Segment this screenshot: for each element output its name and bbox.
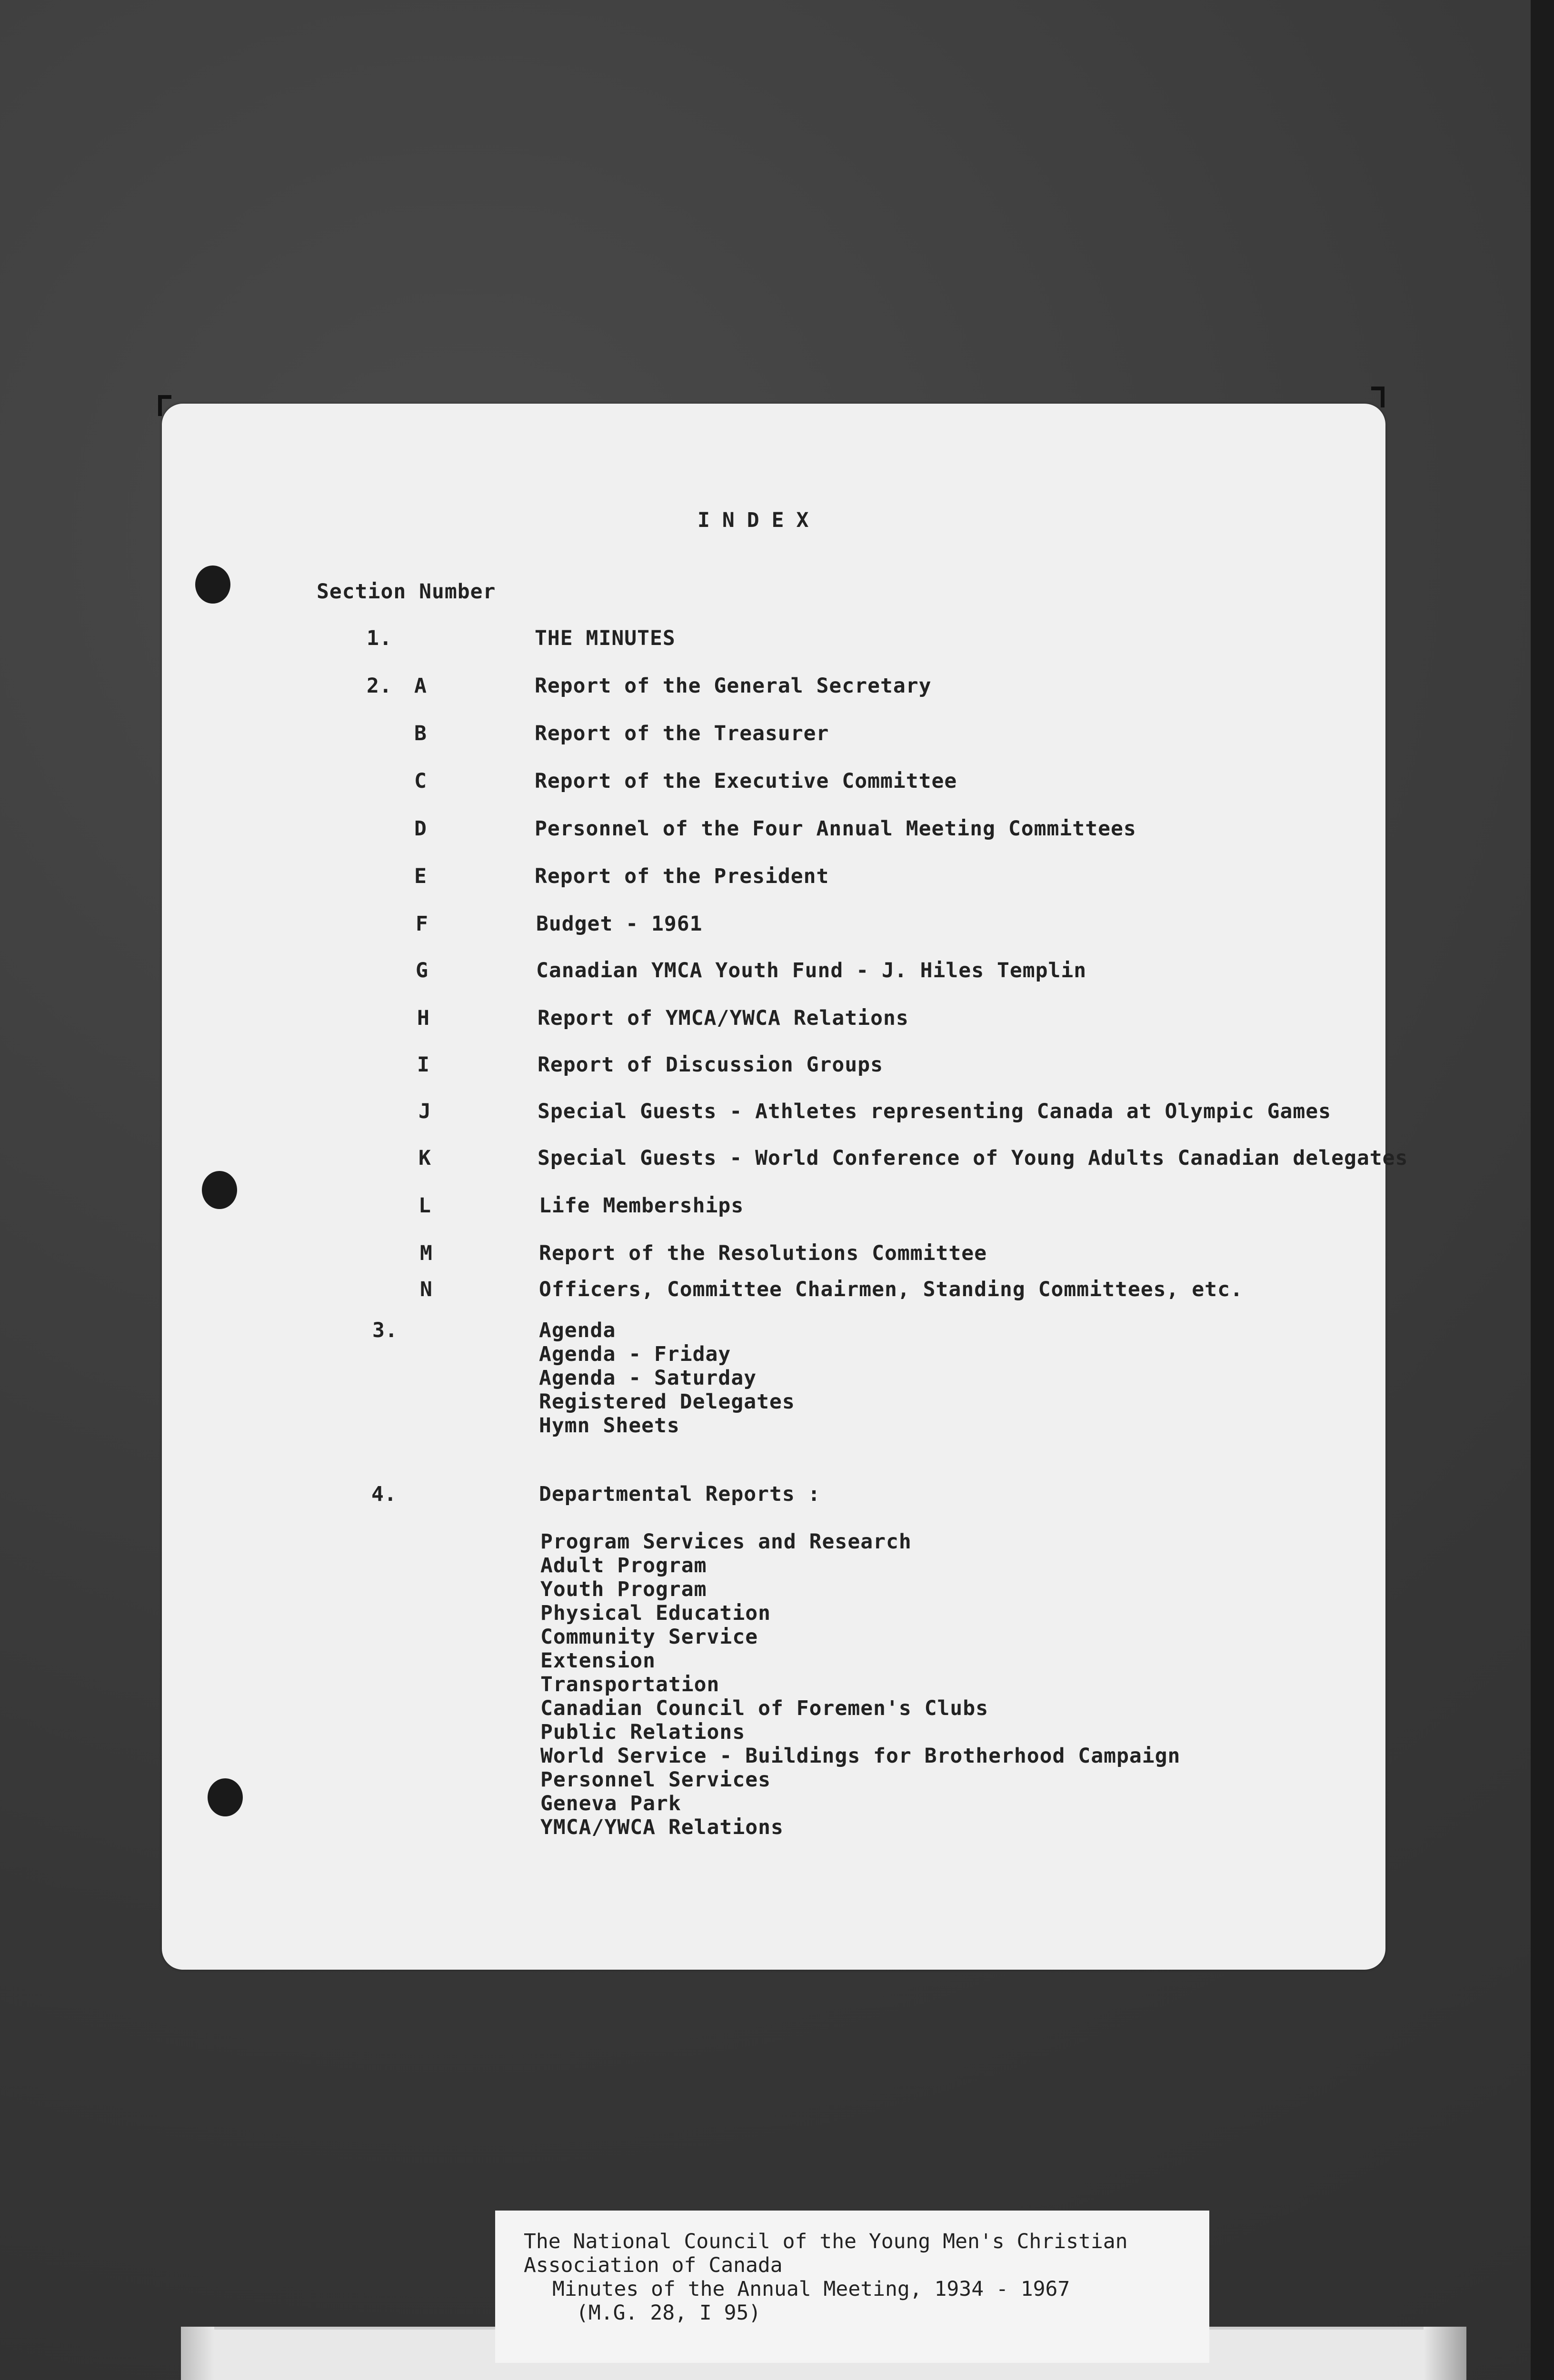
entry-text: Budget - 1961: [536, 912, 703, 936]
section-4-heading: Departmental Reports :: [539, 1482, 821, 1506]
entry-text: Report of the President: [535, 864, 829, 888]
department-item: Community Service: [540, 1625, 758, 1649]
entry-letter: B: [414, 722, 427, 745]
entry-text: Report of the Treasurer: [535, 722, 829, 745]
entry-letter: M: [420, 1241, 433, 1265]
archive-box-edge: [181, 2327, 214, 2380]
collection-label: [495, 2211, 1209, 2363]
entry-text: Officers, Committee Chairmen, Standing Committees, etc.: [539, 1278, 1243, 1301]
punch-hole: [202, 1171, 237, 1209]
department-item: YMCA/YWCA Relations: [540, 1815, 784, 1839]
label-line: The National Council of the Young Men's Christian: [524, 2230, 1128, 2253]
department-item: Extension: [540, 1649, 656, 1673]
entry-letter: F: [416, 912, 428, 936]
archive-box-edge: [1424, 2327, 1466, 2380]
entry-letter: L: [418, 1194, 431, 1218]
entry-letter: E: [414, 864, 427, 888]
entry-text: Special Guests - Athletes representing Canada at Olympic Games: [538, 1100, 1332, 1123]
section-4-number: 4.: [371, 1482, 397, 1506]
department-item: Geneva Park: [540, 1792, 681, 1815]
page-title: INDEX: [697, 508, 821, 532]
punch-hole: [208, 1778, 243, 1816]
entry-text: Personnel of the Four Annual Meeting Committees: [535, 817, 1136, 841]
entry-letter: K: [418, 1146, 431, 1170]
entry-text: Report of the Executive Committee: [535, 769, 957, 793]
entry-letter: G: [416, 959, 428, 982]
punch-hole: [195, 565, 230, 604]
department-item: Personnel Services: [540, 1768, 771, 1792]
box-tab: [557, 2363, 1033, 2380]
department-item: Canadian Council of Foremen's Clubs: [540, 1696, 989, 1720]
entry-text: Report of the General Secretary: [535, 674, 932, 698]
entry-text: Special Guests - World Conference of Young Adults Canadian delegates: [538, 1146, 1408, 1170]
label-line: (M.G. 28, I 95): [576, 2301, 761, 2325]
section-3-item: Hymn Sheets: [539, 1414, 680, 1438]
corner-mark-right: [1371, 387, 1385, 407]
department-item: Transportation: [540, 1673, 720, 1696]
entry-number: 2.: [367, 674, 392, 698]
entry-letter: J: [418, 1100, 431, 1123]
entry-letter: I: [417, 1053, 430, 1077]
label-line: Minutes of the Annual Meeting, 1934 - 1967: [552, 2277, 1070, 2301]
entry-letter: A: [414, 674, 427, 698]
entry-text: Report of YMCA/YWCA Relations: [538, 1006, 909, 1030]
entry-letter: D: [414, 817, 427, 841]
entry-letter: N: [420, 1278, 433, 1301]
department-item: World Service - Buildings for Brotherhood Campaign: [540, 1744, 1181, 1768]
department-item: Physical Education: [540, 1601, 771, 1625]
entry-letter: H: [417, 1006, 430, 1030]
label-line: Association of Canada: [524, 2253, 783, 2277]
department-item: Adult Program: [540, 1554, 707, 1577]
entry-text: Report of the Resolutions Committee: [539, 1241, 987, 1265]
section-3-item: Agenda - Friday: [539, 1342, 731, 1366]
entry-text: Canadian YMCA Youth Fund - J. Hiles Templin: [536, 959, 1087, 982]
entry-number: 1.: [367, 626, 392, 650]
section-number-header: Section Number: [317, 580, 496, 604]
entry-text: Life Memberships: [539, 1194, 744, 1218]
film-edge: [1531, 0, 1554, 2380]
entry-letter: C: [414, 769, 427, 793]
entry-text: THE MINUTES: [535, 626, 676, 650]
section-3-number: 3.: [372, 1319, 398, 1342]
section-3-item: Agenda - Saturday: [539, 1366, 757, 1390]
section-3-item: Agenda: [539, 1319, 616, 1342]
department-item: Public Relations: [540, 1720, 746, 1744]
section-3-item: Registered Delegates: [539, 1390, 795, 1414]
department-item: Youth Program: [540, 1577, 707, 1601]
index-page: [162, 404, 1408, 1970]
department-item: Program Services and Research: [540, 1530, 912, 1554]
entry-text: Report of Discussion Groups: [538, 1053, 883, 1077]
